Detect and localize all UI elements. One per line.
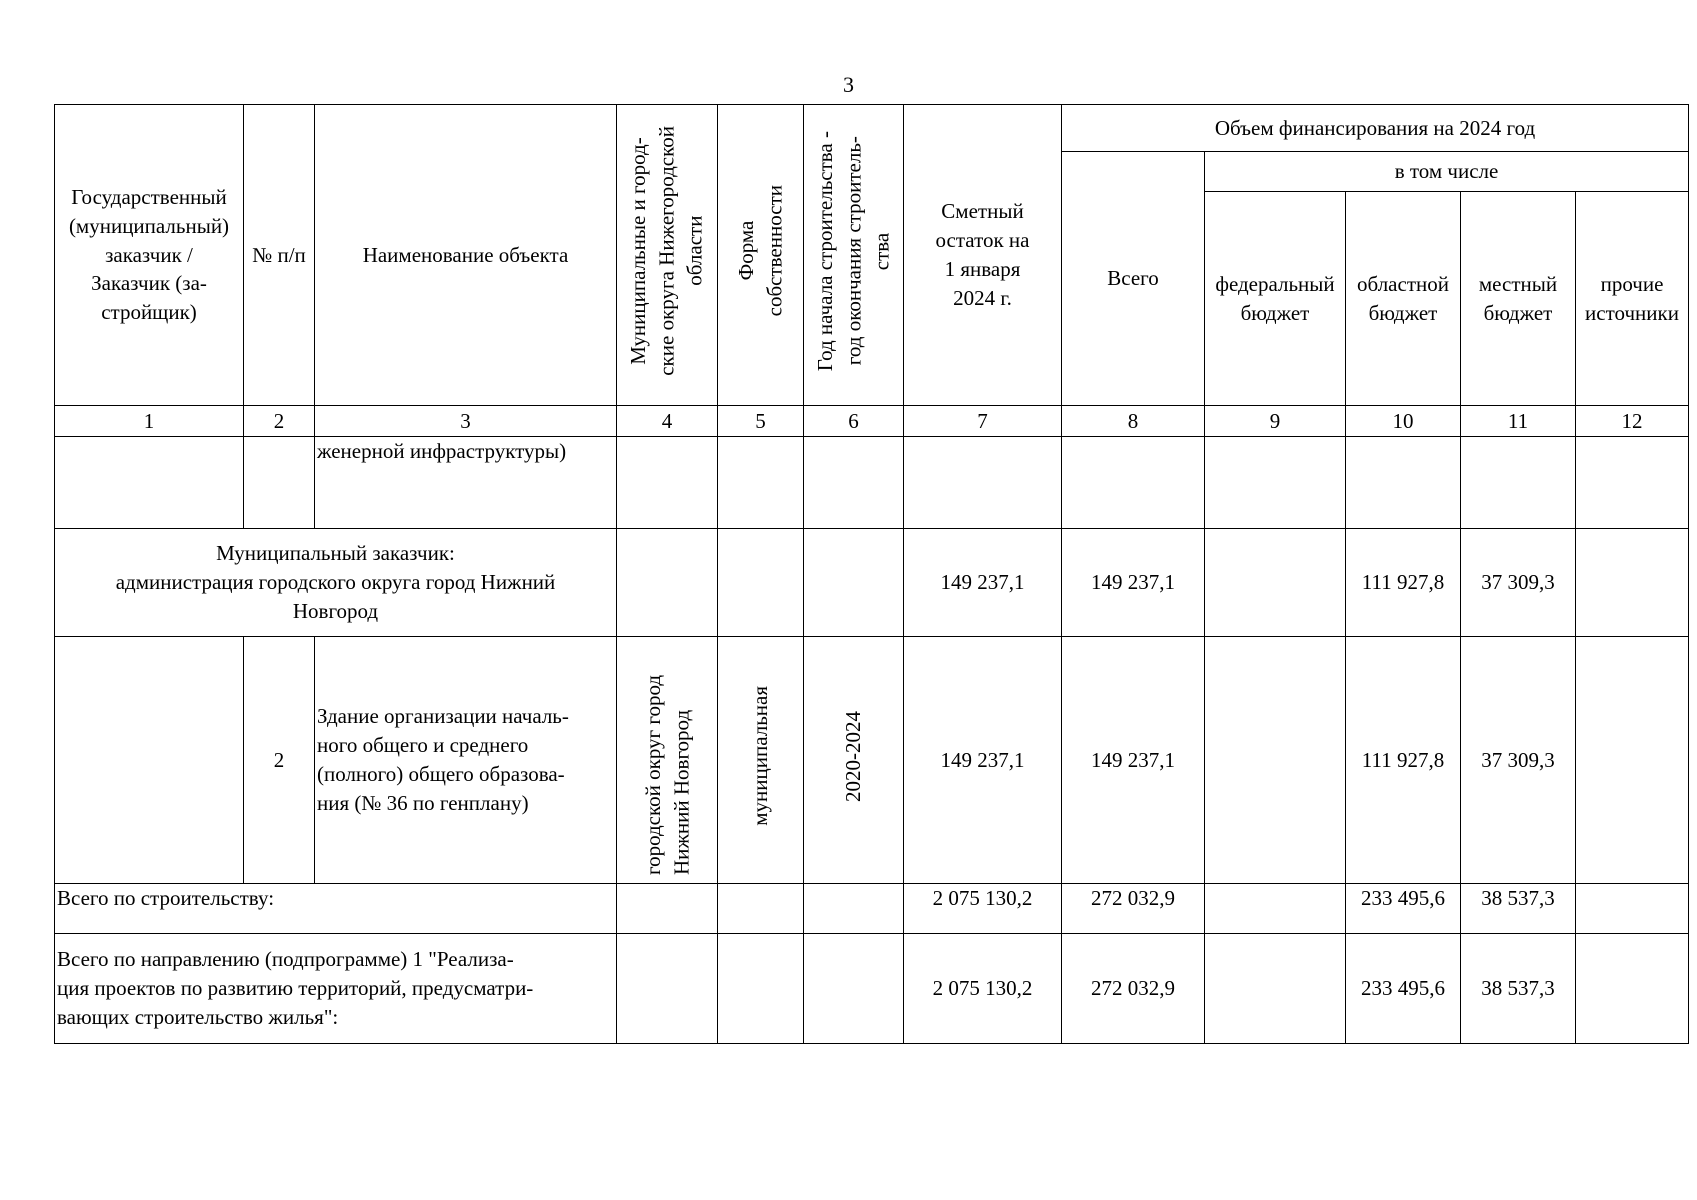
header-other (1576, 192, 1689, 406)
header-line: заказчик / (105, 242, 193, 267)
label-line: администрация городского округа город Нижний (115, 570, 556, 595)
municipality-line: Нижний Новгород (669, 709, 693, 875)
estimate-value: 149 237,1 (904, 637, 1062, 884)
header-line: прочие (1600, 271, 1664, 296)
municipality-line: городской округ город (640, 674, 665, 875)
regional-value: 233 495,6 (1346, 933, 1461, 1043)
cell-empty (617, 883, 718, 933)
header-federal (1205, 192, 1346, 406)
cell-empty (1062, 437, 1205, 529)
column-number: 12 (1576, 406, 1689, 437)
cell-empty (55, 437, 244, 529)
header-municipality (617, 105, 718, 406)
header-line: Год начала строительства - (812, 130, 837, 372)
name-line: ного общего и среднего (317, 733, 529, 758)
other-value (1576, 637, 1689, 884)
federal-value (1205, 529, 1346, 637)
header-funding: Объем финансирования на 2024 год (1062, 105, 1689, 152)
header-line: источники (1585, 300, 1679, 325)
cell-empty (804, 437, 904, 529)
cell-empty (904, 437, 1062, 529)
other-value (1576, 529, 1689, 637)
label-line: ция проектов по развитию территорий, предусматри- (57, 975, 534, 1000)
column-number: 11 (1461, 406, 1576, 437)
object-name-continuation: женерной инфраструктуры) (315, 437, 617, 529)
object-ownership (718, 637, 804, 884)
name-line: Здание организации началь- (317, 704, 569, 729)
header-line: ства (869, 232, 894, 270)
local-value: 37 309,3 (1461, 529, 1576, 637)
cell-empty (617, 933, 718, 1043)
header-line: области (683, 215, 708, 287)
cell-empty (55, 637, 244, 884)
header-line: ские округа Нижегородской (654, 126, 679, 376)
local-value: 38 537,3 (1461, 933, 1576, 1043)
header-line: 1 января (944, 257, 1021, 281)
column-number: 6 (804, 406, 904, 437)
regional-value: 111 927,8 (1346, 637, 1461, 884)
object-row (55, 637, 1689, 884)
cell-empty (804, 529, 904, 637)
header-object-name: Наименование объекта (315, 105, 617, 406)
header-years (804, 105, 904, 406)
column-number: 2 (244, 406, 315, 437)
estimate-value: 2 075 130,2 (904, 883, 1062, 933)
direction-total-row (55, 933, 1689, 1043)
regional-value: 111 927,8 (1346, 529, 1461, 637)
cell-empty (718, 529, 804, 637)
column-number: 7 (904, 406, 1062, 437)
customer-group-label (55, 529, 617, 637)
header-line: бюджет (1483, 300, 1553, 325)
cell-empty (718, 437, 804, 529)
cell-empty (1576, 437, 1689, 529)
header-customer (55, 105, 244, 406)
header-line: год окончания строитель- (841, 136, 866, 366)
header-line: бюджет (1368, 300, 1438, 325)
header-line: 2024 г. (953, 285, 1012, 310)
total-value: 149 237,1 (1062, 529, 1205, 637)
label-line: Всего по направлению (подпрограмме) 1 "Реализа- (57, 947, 514, 972)
direction-total-label (55, 933, 617, 1043)
header-line: федеральный (1215, 271, 1335, 296)
total-value: 272 032,9 (1062, 933, 1205, 1043)
column-number: 8 (1062, 406, 1205, 437)
federal-value (1205, 883, 1346, 933)
years-text: 2020-2024 (841, 710, 866, 802)
header-line: (муниципальный) (68, 213, 230, 238)
name-line: (полного) общего образова- (317, 761, 565, 786)
header-local (1461, 192, 1576, 406)
cell-empty (617, 437, 718, 529)
object-municipality (617, 637, 718, 884)
cell-empty (1205, 437, 1346, 529)
cell-empty (1461, 437, 1576, 529)
label-line: вающих строительство жилья": (57, 1004, 339, 1029)
cell-empty (718, 883, 804, 933)
other-value (1576, 933, 1689, 1043)
federal-value (1205, 637, 1346, 884)
cell-empty (244, 437, 315, 529)
name-line: ния (№ 36 по генплану) (317, 790, 529, 815)
column-number: 5 (718, 406, 804, 437)
ownership-text: муниципальная (748, 686, 773, 826)
total-value: 272 032,9 (1062, 883, 1205, 933)
cell-empty (617, 529, 718, 637)
header-line: остаток на (935, 228, 1030, 253)
header-regional (1346, 192, 1461, 406)
cell-empty (718, 933, 804, 1043)
financing-table (54, 104, 1689, 1044)
label-line: Новгород (292, 598, 379, 623)
construction-total-label: Всего по строительству: (55, 883, 617, 933)
header-estimate (904, 105, 1062, 406)
local-value: 37 309,3 (1461, 637, 1576, 884)
regional-value: 233 495,6 (1346, 883, 1461, 933)
estimate-value: 149 237,1 (904, 529, 1062, 637)
object-years (804, 637, 904, 884)
header-ownership (718, 105, 804, 406)
header-line: Сметный (941, 199, 1024, 224)
label-line: Муниципальный заказчик: (216, 541, 455, 566)
column-number: 10 (1346, 406, 1461, 437)
header-line: собственности (762, 185, 787, 317)
customer-group-row (55, 529, 1689, 637)
header-line: стройщик) (101, 300, 197, 325)
object-name (315, 637, 617, 884)
page-number: 3 (843, 72, 854, 97)
object-number: 2 (244, 637, 315, 884)
column-number: 9 (1205, 406, 1346, 437)
continuation-row (55, 437, 1689, 529)
header-line: Форма (734, 221, 759, 281)
column-number: 3 (315, 406, 617, 437)
header-line: Государственный (71, 184, 227, 209)
other-value (1576, 883, 1689, 933)
column-number: 1 (55, 406, 244, 437)
header-line: бюджет (1240, 300, 1310, 325)
header-line: местный (1478, 271, 1558, 296)
construction-total-row (55, 883, 1689, 933)
header-number: № п/п (244, 105, 315, 406)
header-line: областной (1357, 271, 1449, 296)
header-line: Муниципальные и город- (626, 137, 651, 365)
federal-value (1205, 933, 1346, 1043)
cell-empty (1346, 437, 1461, 529)
header-line: Заказчик (за- (91, 271, 207, 296)
cell-empty (804, 933, 904, 1043)
column-numbers-row (55, 406, 1689, 437)
local-value: 38 537,3 (1461, 883, 1576, 933)
header-including: в том числе (1205, 152, 1689, 192)
total-value: 149 237,1 (1062, 637, 1205, 884)
header-total: Всего (1062, 152, 1205, 406)
estimate-value: 2 075 130,2 (904, 933, 1062, 1043)
cell-empty (804, 883, 904, 933)
column-number: 4 (617, 406, 718, 437)
table-header-row (55, 105, 1689, 152)
